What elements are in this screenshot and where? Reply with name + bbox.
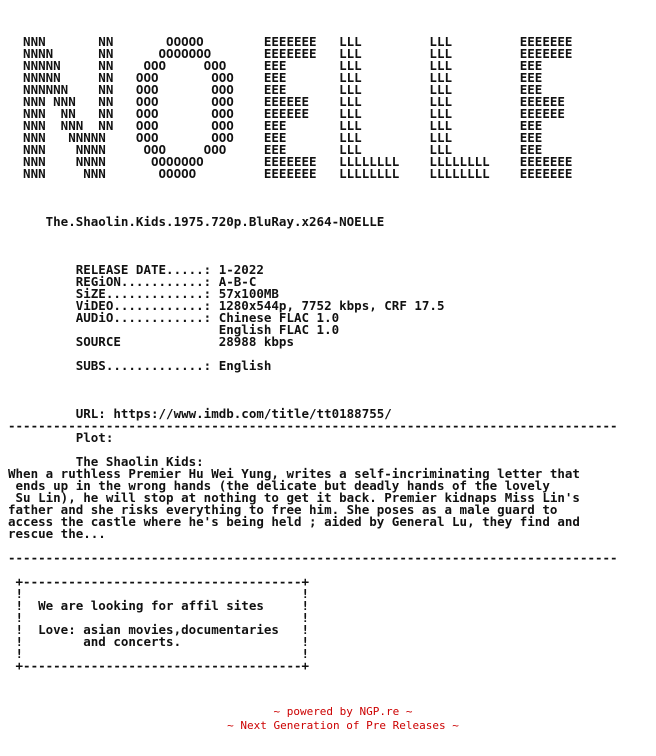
nfo-text-block: NNN NN OOOOO EEEEEEE LLL LLL EEEEEEE NNNN NN OOOOOOO EEEEEEE LLL LLL EEEEEEE NNNNN NN OOO OOO EEE LLL LLL EEE NNNNN NN OOO OOO EEE LLL LLL EEE NNNNNN NN OOO OOO EEE LLL LLL EEE NNN NNN NN OOO OOO EEEEEE LLL LLL EEEEEE NNN NN NN OOO OOO EEEEEE LLL LLL EEEEEE NNN NNN NN OOO OOO EEE LLL LLL EEE NNN NNNNN OOO OOO EEE LLL LLL EEE NNN NNNN OOO OOO EEE LLL LLL EEE NNN NNNN OOOOOOO EEEEEEE LLLLLLLL LLLLLLLL EEEEEEE NNN NNN OOOOO EEEEEEE LLLLLLLL LLLLLLLL EEEEEEE The.Shaolin.Kids.1975.720p.BluRay.x264-NOELLE RELEASE DATE.....: 1-2022 REGiON...........: A-B-C SiZE.............: 57x100MB ViDEO............: 1280x544p, 7752 kbps, CRF 17.5 AUDiO............: Chinese FLAC 1.0 English FLAC 1.0 SOURCE 28988 kbps SUBS.............: English URL: https://www.imdb.com/title/tt0188755/ --------------------------------------------------------------------------------- Plot: The Shaolin Kids: When a ruthless Premier Hu Wei Yung, writes a self-incriminating letter that ends up in the wrong hands (the delicate but deadly hands of the lovely Su Lin), he will stop at nothing to get it back. Premier kidnaps Miss Lin's father and she risks everything to free him. She poses as a male guard to access the castle where he's being held ; aided by General Lu, they find and rescue the... --------------------------------------------------------------------------------- +-------------------------------------+ ! ! ! We are looking for affil sites ! ! ! ! Love: asian movies,documentaries ! ! and concerts. ! ! ! +-------------------------------------+ xyxy=(8,34,618,673)
footer-tagline: ~ Next Generation of Pre Releases ~ xyxy=(227,719,459,732)
footer-powered-by: ~ powered by NGP.re ~ xyxy=(273,705,413,718)
footer xyxy=(0,705,656,733)
